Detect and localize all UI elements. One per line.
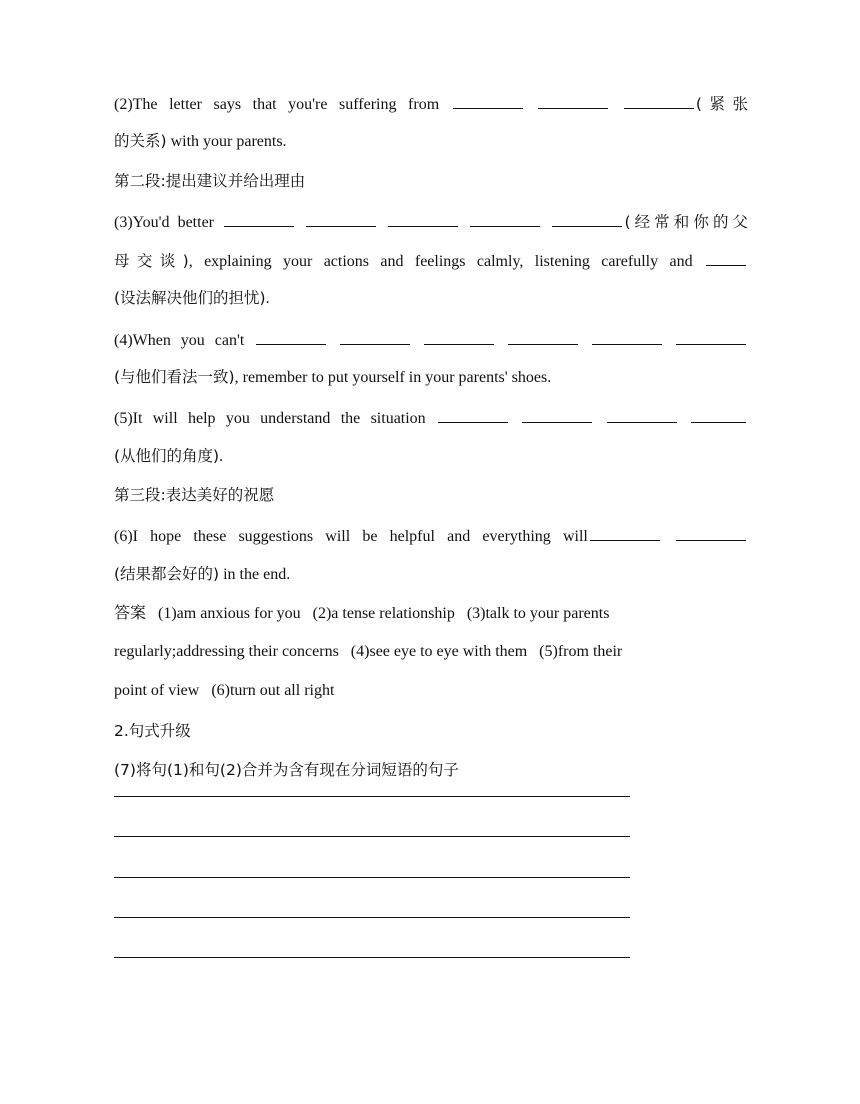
- q3-hint: (经常和你的父: [624, 212, 749, 231]
- q6-hint: (结果都会好的): [114, 564, 220, 583]
- writing-line[interactable]: [114, 918, 630, 958]
- answer-text: point of view (6)turn out all right: [114, 682, 335, 700]
- answer-line1: [114, 603, 748, 642]
- answer-text: (1)am anxious for you (2)a tense relationship (3)talk to your parents: [158, 604, 610, 622]
- q3-period: .: [265, 290, 270, 308]
- writing-line[interactable]: [114, 779, 630, 797]
- answer-blank[interactable]: [676, 328, 746, 345]
- q2-text-cont: with your parents.: [166, 133, 287, 151]
- section2-heading: 第二段:提出建议并给出理由: [114, 171, 306, 190]
- answer-label: 答案: [114, 602, 147, 622]
- section3-heading: 第三段:表达美好的祝愿: [114, 485, 275, 504]
- answer-blank[interactable]: [691, 406, 746, 423]
- q4-line1: [114, 328, 748, 367]
- answer-blank[interactable]: [592, 328, 662, 345]
- q7-prompt: (7)将句(1)和句(2)合并为含有现在分词短语的句子: [114, 761, 459, 780]
- q5-line1: [114, 406, 748, 445]
- answer-line2: [114, 642, 748, 681]
- q6-line2: [114, 564, 748, 603]
- q5-line2: [114, 446, 748, 485]
- answer-line3: [114, 681, 748, 720]
- q5-hint: (从他们的角度): [114, 446, 220, 465]
- writing-line[interactable]: [114, 878, 630, 918]
- q3-line2: [114, 249, 748, 288]
- q3-text-cont: , explaining your actions and feelings calmly, listening carefully and: [188, 253, 693, 271]
- q5-prompt: (5)It will help you understand the situation: [114, 410, 426, 428]
- q5-period: .: [219, 447, 224, 465]
- answer-blank[interactable]: [340, 328, 410, 345]
- q3-prompt: (3)You'd better: [114, 213, 214, 231]
- answer-blank[interactable]: [676, 524, 746, 541]
- answer-blank[interactable]: [522, 406, 592, 423]
- q3-line1: [114, 210, 748, 249]
- writing-line[interactable]: [114, 837, 630, 877]
- answer-blank[interactable]: [607, 406, 677, 423]
- answer-blank[interactable]: [624, 92, 694, 109]
- q6-text-cont: in the end.: [219, 565, 291, 583]
- q3-hint-2: (设法解决他们的担忧): [114, 289, 266, 308]
- q6-prompt: (6)I hope these suggestions will be helpful and everything will: [114, 528, 588, 546]
- answer-blank[interactable]: [256, 328, 326, 345]
- answer-blank[interactable]: [552, 210, 622, 227]
- answer-blank[interactable]: [453, 92, 523, 109]
- q2-hint: (紧张: [695, 95, 749, 113]
- answer-blank[interactable]: [424, 328, 494, 345]
- q2-hint-cont: 的关系): [114, 132, 167, 151]
- q4-line2: [114, 367, 748, 406]
- answer-blank[interactable]: [508, 328, 578, 345]
- answer-blank[interactable]: [438, 406, 508, 423]
- q3-line3: [114, 288, 748, 327]
- writing-line[interactable]: [114, 797, 630, 837]
- part2-title: 2.句式升级: [114, 721, 191, 740]
- q4-text-cont: , remember to put yourself in your parents' shoes.: [234, 369, 552, 387]
- q2-prompt: (2)The letter says that you're suffering from: [114, 96, 440, 113]
- answer-blank[interactable]: [706, 249, 746, 266]
- q2-line1: [114, 92, 748, 131]
- q6-line1: [114, 524, 748, 563]
- answer-blank[interactable]: [224, 210, 294, 227]
- q4-hint: (与他们看法一致): [114, 368, 235, 387]
- answer-blank[interactable]: [388, 210, 458, 227]
- answer-blank[interactable]: [590, 524, 660, 541]
- document-page: [114, 92, 748, 958]
- q4-prompt: (4)When you can't: [114, 331, 245, 349]
- q2-line2: [114, 131, 748, 170]
- q3-hint-cont: 母交谈): [114, 252, 189, 271]
- answer-blank[interactable]: [306, 210, 376, 227]
- answer-text: regularly;addressing their concerns (4)see eye to eye with them (5)from their: [114, 643, 623, 661]
- answer-blank[interactable]: [538, 92, 608, 109]
- answer-blank[interactable]: [470, 210, 540, 227]
